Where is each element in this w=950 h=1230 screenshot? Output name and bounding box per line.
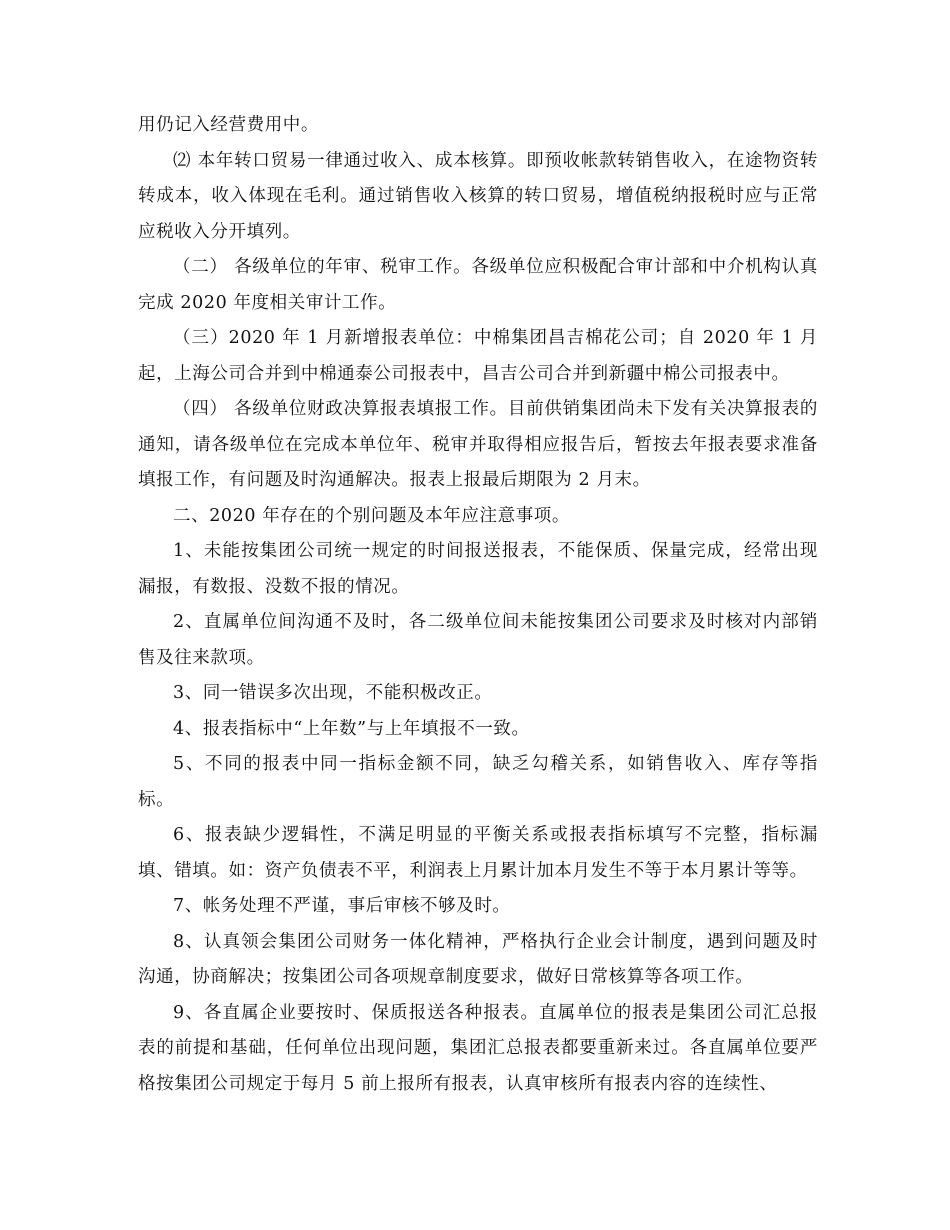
list-item: 6、报表缺少逻辑性，不满足明显的平衡关系或报表指标填写不完整，指标漏填、错填。如：资产负债表不平，利润表上月累计加本月发生不等于本月累计等等。 bbox=[138, 825, 818, 881]
list-item: 4、报表指标中“上年数”与上年填报不一致。 bbox=[173, 718, 530, 739]
paragraph: （四） 各级单位财政决算报表填报工作。目前供销集团尚未下发有关决算报表的通知，请各级单位在完成本单位年、税审并取得相应报告后，暂按去年报表要求准备填报工作，有问题及时沟通解决。报表上报最后期限为 2 月末。 bbox=[138, 399, 818, 490]
paragraph: （三）2020 年 1 月新增报表单位：中棉集团昌吉棉花公司；自 2020 年 1 月起，上海公司合并到中棉通泰公司报表中，昌吉公司合并到新疆中棉公司报表中。 bbox=[138, 328, 818, 384]
document-body bbox=[138, 108, 818, 1102]
paragraph: ⑵ 本年转口贸易一律通过收入、成本核算。即预收帐款转销售收入，在途物资转转成本，收入体现在毛利。通过销售收入核算的转口贸易，增值税纳报税时应与正常应税收入分开填列。 bbox=[138, 150, 818, 242]
paragraph: （二） 各级单位的年审、税审工作。各级单位应积极配合审计部和中介机构认真完成 2020 年度相关审计工作。 bbox=[138, 257, 818, 313]
list-item: 7、帐务处理不严谨，事后审核不够及时。 bbox=[173, 896, 511, 916]
list-item: 9、各直属企业要按时、保质报送各种报表。直属单位的报表是集团公司汇总报表的前提和基础，任何单位出现问题，集团汇总报表都要重新来过。各直属单位要严格按集团公司规定于每月 5 前上报所有报表，认真审核所有报表内容的连续性、 bbox=[138, 1002, 818, 1094]
list-item: 3、同一错误多次出现，不能积极改正。 bbox=[173, 683, 493, 703]
paragraph: 用仍记入经营费用中。 bbox=[138, 115, 319, 135]
list-item: 5、不同的报表中同一指标金额不同，缺乏勾稽关系，如销售收入、库存等指标。 bbox=[138, 754, 818, 810]
list-item: 1、未能按集团公司统一规定的时间报送报表，不能保质、保量完成，经常出现漏报，有数报、没数不报的情况。 bbox=[138, 541, 818, 597]
section-heading: 二、2020 年存在的个别问题及本年应注意事项。 bbox=[173, 505, 570, 526]
list-item: 2、直属单位间沟通不及时，各二级单位间未能按集团公司要求及时核对内部销售及往来款项。 bbox=[138, 612, 818, 668]
list-item: 8、认真领会集团公司财务一体化精神，严格执行企业会计制度，遇到问题及时沟通，协商解决；按集团公司各项规章制度要求，做好日常核算等各项工作。 bbox=[138, 931, 818, 987]
